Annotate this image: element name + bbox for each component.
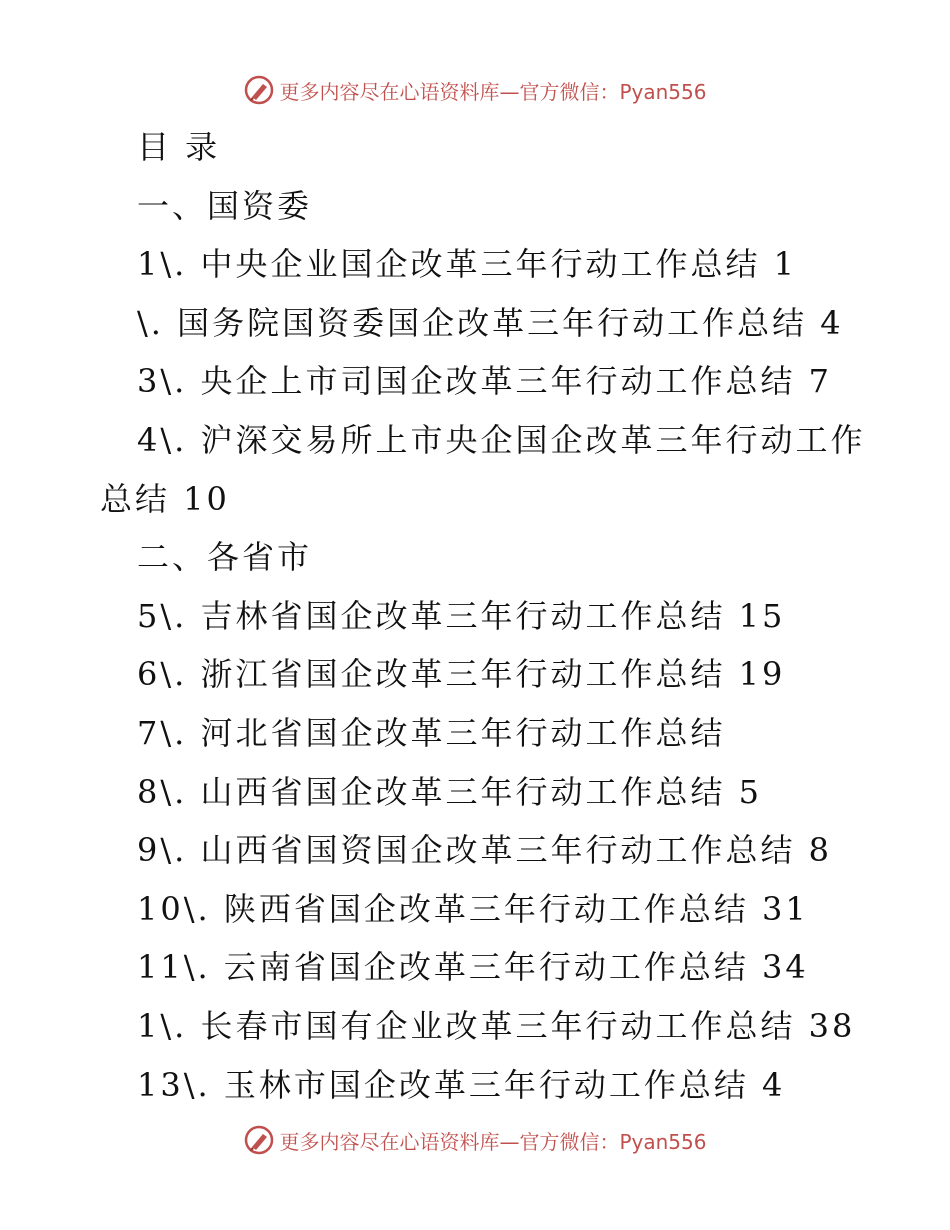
footer-watermark	[0, 1120, 950, 1160]
toc-section-heading: 二、各省市	[137, 538, 313, 577]
toc-entry: 8\. 山西省国企改革三年行动工作总结 5	[137, 772, 763, 811]
watermark-text: 更多内容尽在心语资料库—官方微信：Pyan556	[279, 1129, 707, 1154]
toc-entry: 7\. 河北省国企改革三年行动工作总结	[137, 713, 726, 752]
toc-entry: 1\. 中央企业国企改革三年行动工作总结 1	[137, 245, 798, 284]
toc-entry-continuation: 总结 10	[100, 479, 230, 518]
pen-logo-icon	[243, 74, 275, 106]
toc-entry: 5\. 吉林省国企改革三年行动工作总结 15	[137, 596, 786, 635]
toc-entry: 9\. 山西省国资国企改革三年行动工作总结 8	[137, 831, 833, 870]
toc-entry: \. 国务院国资委国企改革三年行动工作总结 4	[137, 303, 844, 342]
toc-entry: 13\. 玉林市国企改革三年行动工作总结 4	[137, 1065, 786, 1104]
toc-entry: 4\. 沪深交易所上市央企国企改革三年行动工作	[137, 420, 866, 459]
toc-entry: 1\. 长春市国有企业改革三年行动工作总结 38	[137, 1006, 856, 1045]
toc-title: 目 录	[137, 128, 221, 166]
toc-entry: 3\. 央企上市司国企改革三年行动工作总结 7	[137, 362, 833, 401]
header-watermark	[0, 70, 950, 110]
pen-logo-icon	[243, 1124, 275, 1156]
toc-entry: 6\. 浙江省国企改革三年行动工作总结 19	[137, 655, 786, 694]
table-of-contents	[0, 118, 950, 1114]
watermark-text: 更多内容尽在心语资料库—官方微信：Pyan556	[279, 79, 707, 104]
toc-section-heading: 一、国资委	[137, 186, 313, 225]
toc-entry: 11\. 云南省国企改革三年行动工作总结 34	[137, 948, 809, 987]
toc-entry: 10\. 陕西省国企改革三年行动工作总结 31	[137, 889, 809, 928]
